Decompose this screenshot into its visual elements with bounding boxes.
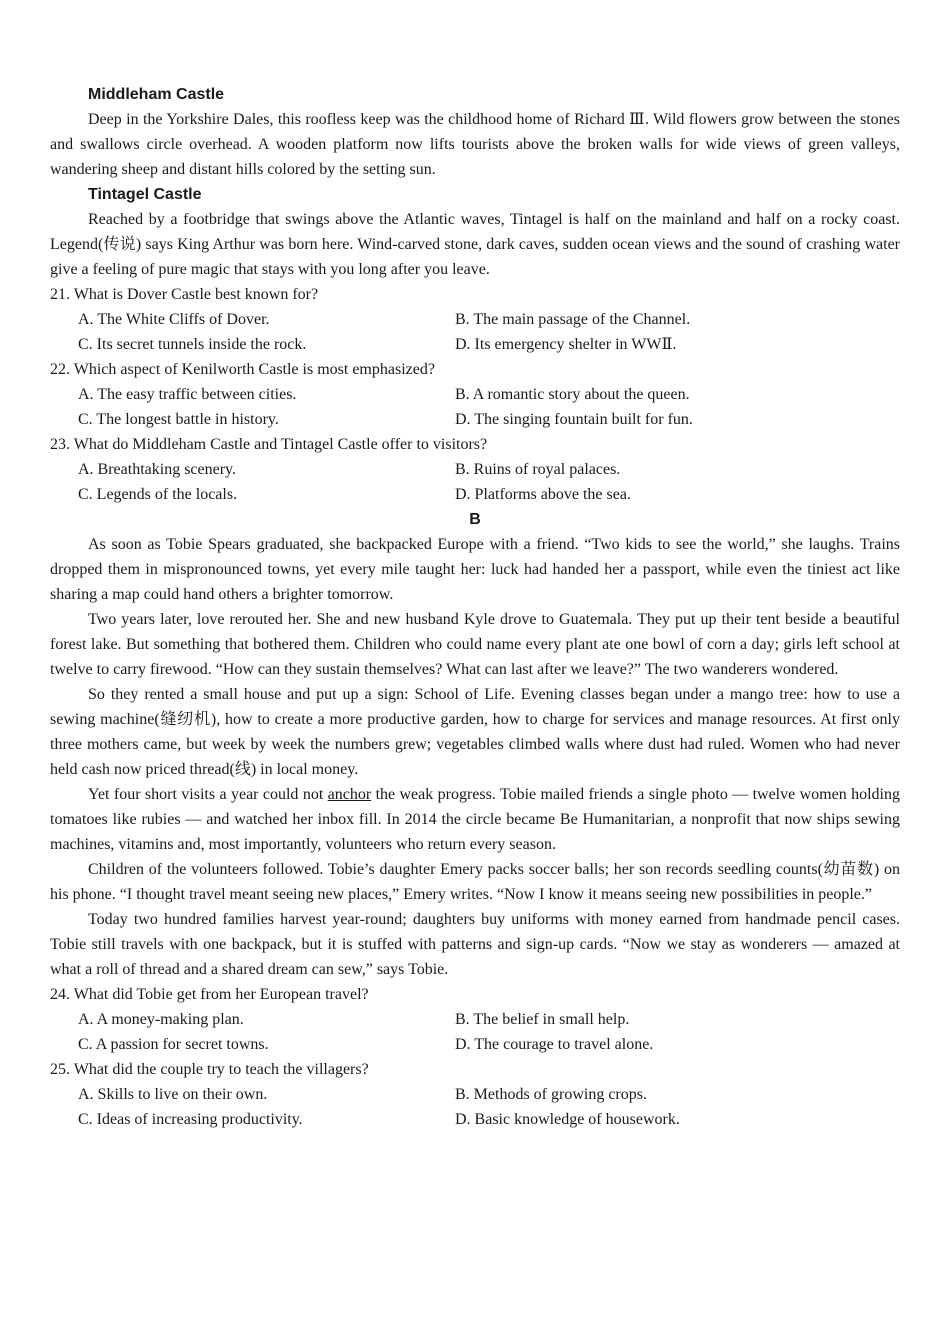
middleham-paragraph: Deep in the Yorkshire Dales, this roofless keep was the childhood home of Richard Ⅲ. Wild flowers grow between the stones and swallows circle overhead. A wooden platform now lifts tourists above the broken walls for wide views of green valleys, wandering sheep and distant hills colored by the setting sun. — [50, 111, 900, 178]
question-22-option-a: A. The easy traffic between cities. — [78, 386, 297, 403]
question-25-stem: 25. What did the couple try to teach the villagers? — [50, 1061, 369, 1078]
passage-b-paragraph-1: As soon as Tobie Spears graduated, she backpacked Europe with a friend. “Two kids to see the world,” she laughs. Trains dropped them in mispronounced towns, yet every mile taught her: luck had handed her a passport, while even the tiniest act like sharing a map could hand others a brighter tomorrow. — [50, 536, 900, 603]
question-24-option-a: A. A money-making plan. — [78, 1011, 244, 1028]
question-21-option-a: A. The White Cliffs of Dover. — [78, 311, 270, 328]
question-21-option-d: D. Its emergency shelter in WWⅡ. — [455, 336, 677, 353]
question-25-option-d: D. Basic knowledge of housework. — [455, 1111, 680, 1128]
question-21-options-row-2 — [50, 332, 900, 357]
question-23-options-row-1 — [50, 457, 900, 482]
question-24-options-row-2 — [50, 1032, 900, 1057]
passage-b-paragraph-6: Today two hundred families harvest year-round; daughters buy uniforms with money earned from handmade pencil cases. Tobie still travels with one backpack, but it is stuffed with patterns and sign-up cards. “Now we stay as wonderers — amazed at what a roll of thread and a shared dream can sew,” says Tobie. — [50, 911, 900, 978]
paragraph-4-rest: the weak progress. Tobie mailed friends a single photo — twelve women holding tomatoes like rubies — and watched her inbox fill. In 2014 the circle became Be Humanitarian, a nonprofit that now ships sewing machines, vitamins and, most importantly, volunteers who return every season. — [50, 786, 900, 853]
question-22-option-c: C. The longest battle in history. — [78, 411, 279, 428]
question-24-option-c: C. A passion for secret towns. — [78, 1036, 269, 1053]
question-21-stem: 21. What is Dover Castle best known for? — [50, 286, 319, 303]
question-25-option-c: C. Ideas of increasing productivity. — [78, 1111, 303, 1128]
question-22-option-d: D. The singing fountain built for fun. — [455, 411, 693, 428]
question-25-option-b: B. Methods of growing crops. — [455, 1086, 647, 1103]
question-22-options-row-2 — [50, 407, 900, 432]
question-21-option-c: C. Its secret tunnels inside the rock. — [78, 336, 307, 353]
question-22-stem: 22. Which aspect of Kenilworth Castle is most emphasized? — [50, 361, 435, 378]
passage-b-paragraph-2: Two years later, love rerouted her. She and new husband Kyle drove to Guatemala. They put up their tent beside a beautiful forest lake. But something that bothered them. Children who could name every plant ate one bowl of corn a day; girls left school at twelve to carry firewood. “How can they sustain themselves? What can last after we leave?” The two wanderers wondered. — [50, 611, 900, 678]
middleham-heading: Middleham Castle — [88, 86, 225, 103]
question-21-options-row-1 — [50, 307, 900, 332]
question-24-stem: 24. What did Tobie get from her European travel? — [50, 986, 369, 1003]
page-content — [50, 82, 900, 1132]
question-25-option-a: A. Skills to live on their own. — [78, 1086, 268, 1103]
passage-b-paragraph-5: Children of the volunteers followed. Tobie’s daughter Emery packs soccer balls; her son records seedling counts(幼苗数) on his phone. “I thought travel meant seeing new places,” Emery writes. “Now I know it means seeing new possibilities in people.” — [50, 861, 900, 903]
tintagel-paragraph: Reached by a footbridge that swings above the Atlantic waves, Tintagel is half on the mainland and half on a rocky coast. Legend(传说) says King Arthur was born here. Wind-carved stone, dark caves, sudden ocean views and the sound of crashing water give a feeling of pure magic that stays with you long after you leave. — [50, 211, 900, 278]
passage-b-paragraph-4 — [50, 782, 900, 857]
question-23-option-b: B. Ruins of royal palaces. — [455, 461, 621, 478]
question-23-option-d: D. Platforms above the sea. — [455, 486, 631, 503]
question-24-options-row-1 — [50, 1007, 900, 1032]
question-25-options-row-1 — [50, 1082, 900, 1107]
question-24-option-b: B. The belief in small help. — [455, 1011, 630, 1028]
paragraph-4-lead: Yet four short visits a year could not — [88, 786, 328, 803]
question-23-option-c: C. Legends of the locals. — [78, 486, 238, 503]
question-23-stem: 23. What do Middleham Castle and Tintagel Castle offer to visitors? — [50, 436, 488, 453]
question-22-options-row-1 — [50, 382, 900, 407]
section-b-label: B — [469, 511, 481, 528]
passage-b-paragraph-3: So they rented a small house and put up a sign: School of Life. Evening classes began under a mango tree: how to use a sewing machine(缝纫机), how to create a more productive garden, how to charge for services and manage resources. At first only three mothers came, but week by week the numbers grew; vegetables climbed walls where dust had ruled. Women who had never held cash now priced thread(线) in local money. — [50, 686, 900, 778]
question-25-options-row-2 — [50, 1107, 900, 1132]
underlined-word-anchor: anchor — [327, 786, 372, 803]
question-23-options-row-2 — [50, 482, 900, 507]
tintagel-heading: Tintagel Castle — [88, 186, 202, 203]
question-21-option-b: B. The main passage of the Channel. — [455, 311, 691, 328]
question-24-option-d: D. The courage to travel alone. — [455, 1036, 654, 1053]
question-22-option-b: B. A romantic story about the queen. — [455, 386, 690, 403]
question-23-option-a: A. Breathtaking scenery. — [78, 461, 237, 478]
